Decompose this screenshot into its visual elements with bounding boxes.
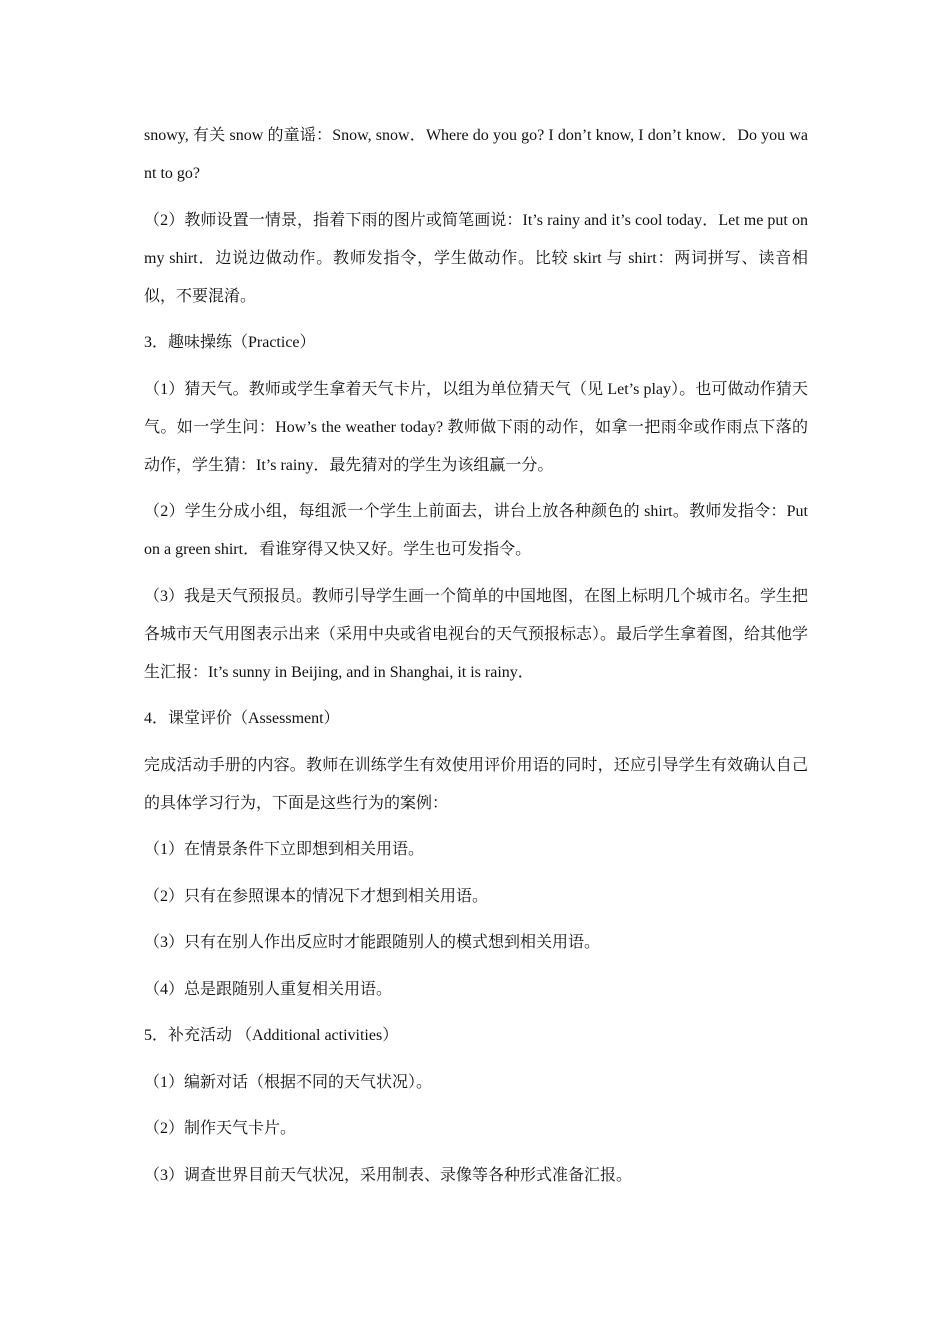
document-body <box>144 117 808 1203</box>
list-item-assessment-4: （4）总是跟随别人重复相关用语。 <box>144 980 393 998</box>
list-item-additional-1: （1）编新对话（根据不同的天气状况）。 <box>144 1073 433 1091</box>
paragraph-rhyme-continued: snowy, 有关 snow 的童谣：Snow, snow．Where do you go? I don’t know, I don’t know．Do you want to go? <box>144 127 808 182</box>
list-item-additional-3: （3）调查世界目前天气状况，采用制表、录像等各种形式准备汇报。 <box>144 1166 633 1184</box>
section-heading-practice: 3．趣味操练（Practice） <box>144 334 316 351</box>
paragraph-practice-2: （2）学生分成小组，每组派一个学生上前面去，讲台上放各种颜色的 shirt。教师发指令：Put on a green shirt．看谁穿得又快又好。学生也可发指令。 <box>144 503 808 558</box>
section-heading-additional: 5．补充活动 （Additional activities） <box>144 1027 399 1044</box>
paragraph-assessment-intro: 完成活动手册的内容。教师在训练学生有效使用评价用语的同时，还应引导学生有效确认自己的具体学习行为，下面是这些行为的案例： <box>144 756 808 812</box>
section-heading-assessment: 4．课堂评价（Assessment） <box>144 710 340 727</box>
list-item-assessment-3: （3）只有在别人作出反应时才能跟随别人的模式想到相关用语。 <box>144 934 601 951</box>
paragraph-practice-1: （1）猜天气。教师或学生拿着天气卡片，以组为单位猜天气（见 Let’s play）。也可做动作猜天气。如一学生问：How’s the weather today? 教师做下雨的动作，如拿一把雨伞或作雨点下落的动作，学生猜：It’s rainy．最先猜对的学生为该组赢一分。 <box>144 380 808 474</box>
list-item-additional-2: （2）制作天气卡片。 <box>144 1120 297 1137</box>
list-item-assessment-2: （2）只有在参照课本的情况下才想到相关用语。 <box>144 887 489 905</box>
paragraph-step-2-rainy: （2）教师设置一情景，指着下雨的图片或简笔画说：It’s rainy and it’s cool today．Let me put on my shirt．边说边做动作。教师发指令，学生做动作。比较 skirt 与 shirt：两词拼写、读音相似，不要混淆。 <box>144 211 808 305</box>
paragraph-practice-3: （3）我是天气预报员。教师引导学生画一个简单的中国地图，在图上标明几个城市名。学生把各城市天气用图表示出来（采用中央或省电视台的天气预报标志）。最后学生拿着图，给其他学生汇报：It’s sunny in Beijing, and in Shanghai, it is rainy． <box>144 587 809 681</box>
list-item-assessment-1: （1）在情景条件下立即想到相关用语。 <box>144 841 425 858</box>
